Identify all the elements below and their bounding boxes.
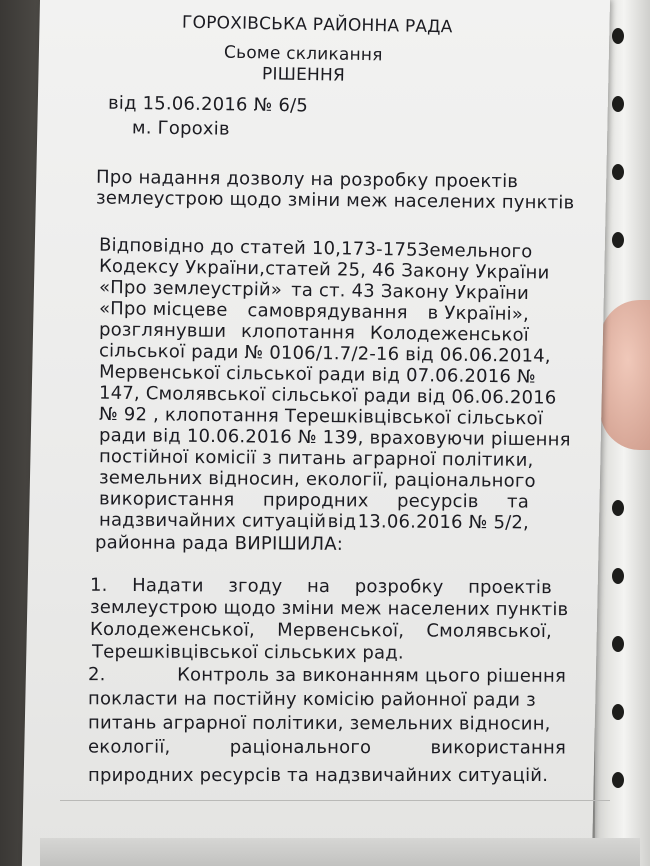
text-segment: згоду (228, 575, 283, 597)
text-segment: та ст. 43 Закону України (290, 279, 530, 305)
text-segment: землеустрою щодо зміни меж населених пунктів (89, 596, 569, 621)
text-segment: ради від 10.06.2016 № 139, враховуючи рішення (98, 424, 571, 451)
text-segment: в Україні», (427, 302, 530, 325)
text-segment: клопотання (240, 321, 356, 344)
document-type: РІШЕННЯ (261, 64, 346, 86)
text-segment: використання (98, 488, 235, 511)
council-title: ГОРОХІВСЬКА РАЙОННА РАДА (181, 12, 453, 38)
text-segment: на (306, 575, 331, 598)
text-segment: 13.06.2016 № 5/2, (357, 511, 530, 534)
text-segment: 147, Смолявської сільської ради від 06.06.2016 (98, 382, 557, 409)
text-segment: Мервенської сільської ради від 07.06.2016 № (98, 361, 537, 388)
text-segment: «Про місцеве (98, 298, 228, 321)
text-segment: Смолявської, (426, 620, 553, 643)
city: м. Горохів (131, 117, 230, 140)
punch-hole (612, 28, 624, 44)
punch-hole (612, 500, 624, 516)
finger (600, 300, 650, 450)
text-segment: Колодеженської (369, 322, 530, 346)
text-segment: використання (430, 737, 567, 759)
subject-line: Про надання дозволу на розробку проектів (95, 166, 519, 193)
item-line: природних ресурсів та надзвичайних ситуацій. (88, 765, 549, 786)
punch-hole (612, 96, 624, 112)
text-segment: 173-175 (340, 238, 418, 261)
text-segment: розробку (354, 576, 444, 598)
text-segment: Мервенської, (277, 619, 405, 642)
text-segment: постійної комісії з питань аграрної політики, (98, 446, 534, 471)
text-line (88, 712, 566, 735)
resolution-intro: районна рада ВИРІШИЛА: (94, 532, 344, 555)
text-line (88, 664, 566, 688)
punch-hole (612, 772, 624, 788)
text-segment: Відповідно до статей 10, (98, 234, 342, 260)
convocation: Сьоме скликання (223, 42, 383, 66)
text-segment: Земельного (417, 239, 533, 263)
text-segment: 2. (87, 664, 106, 686)
punch-hole (612, 232, 624, 248)
text-segment: № 92 , клопотання Терешківцівської сільської (98, 403, 544, 430)
page-rule (60, 800, 610, 801)
text-segment: від (327, 511, 357, 533)
text-line (99, 510, 529, 535)
subject-line: землеустрою щодо зміни меж населених пунктів (95, 187, 575, 214)
text-segment: проектів (468, 576, 553, 599)
text-segment: ресурсів (396, 490, 479, 513)
text-segment: природних (262, 489, 369, 512)
text-line (88, 688, 566, 711)
text-segment: Контроль за виконанням цього рішення (177, 664, 567, 687)
punch-hole (612, 636, 624, 652)
punch-hole (612, 164, 624, 180)
punch-hole (612, 704, 624, 720)
text-line (90, 619, 552, 643)
text-segment: питань аграрної політики, земельних відносин, (87, 712, 551, 735)
item-line: Терешківцівської сільських рад. (91, 641, 404, 664)
text-segment: Колодеженської, (89, 618, 256, 641)
text-segment: самоврядування (247, 300, 408, 324)
text-segment: 1. (89, 574, 108, 596)
text-segment: земельних відносин, екології, раціонального (98, 467, 536, 492)
text-segment: та (506, 491, 530, 513)
text-line (88, 737, 566, 760)
text-segment: розглянувши (98, 319, 227, 342)
text-line (89, 596, 569, 621)
decision-date-number: від 15.06.2016 № 6/5 (107, 92, 309, 117)
punch-hole (612, 568, 624, 584)
text-segment: покласти на постійну комісію районної ради з (87, 688, 536, 711)
text-segment: сільської ради № 0106/1.7/2-16 від 06.06.2014, (98, 340, 551, 367)
text-segment: «Про землеустрій» (98, 276, 283, 301)
text-segment: надзвичайних ситуацій (98, 509, 327, 533)
text-line (90, 575, 552, 599)
text-segment: раціонального (229, 736, 372, 759)
text-segment: Надати (132, 575, 204, 597)
text-segment: екології, (87, 736, 171, 758)
paper-fold (40, 838, 640, 866)
text-segment: Кодексу України, (98, 255, 266, 280)
text-segment: статей 25, 46 Закону України (264, 258, 550, 284)
